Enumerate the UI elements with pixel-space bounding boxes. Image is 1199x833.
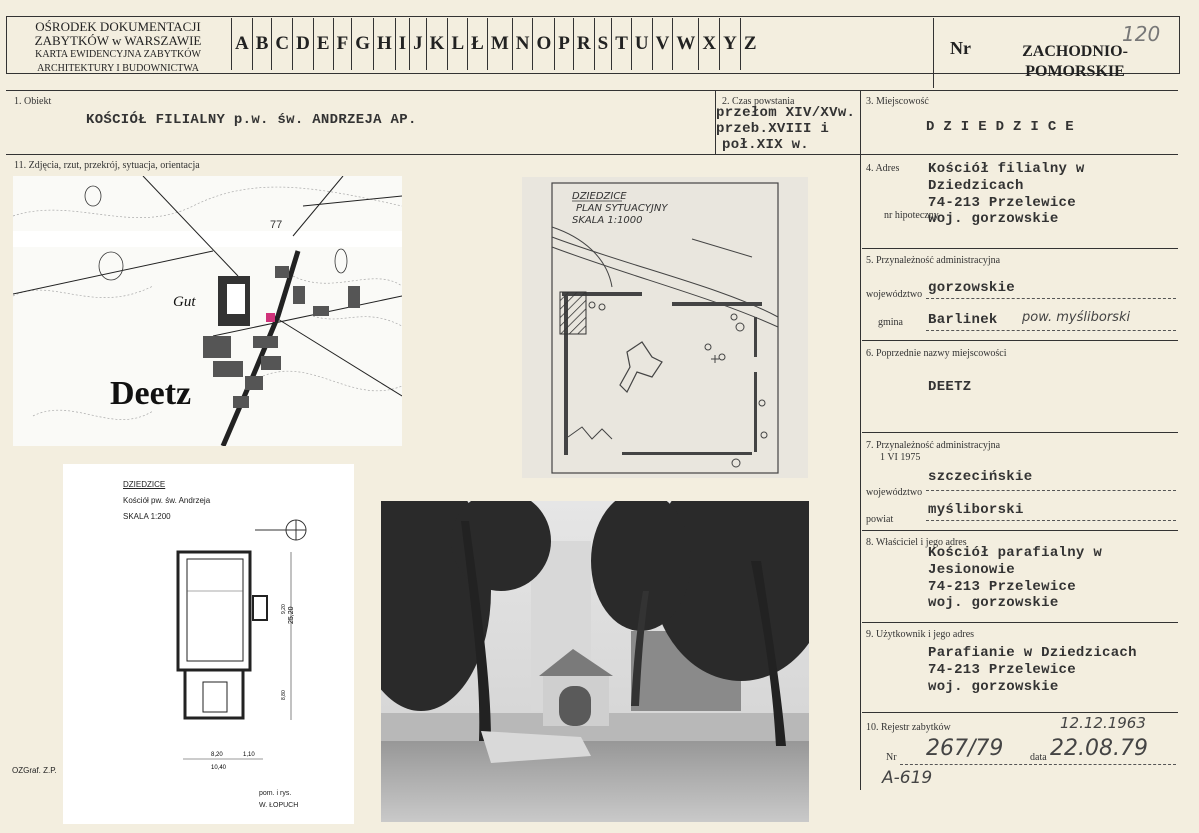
floor-plan-scale: SKALA 1:200: [123, 512, 171, 521]
org-line1: OŚRODEK DOKUMENTACJI: [35, 19, 201, 34]
line-6: [862, 432, 1178, 433]
adres-line1: Kościół filialny w: [928, 161, 1085, 177]
index-letter: T: [611, 18, 631, 70]
floor-plan-title: DZIEDZICE: [123, 480, 166, 489]
gmina-label: gmina: [878, 317, 903, 328]
wlasciciel-line4: woj. gorzowskie: [928, 595, 1059, 611]
site-plan-drawing: [522, 177, 808, 478]
index-letter: Y: [719, 18, 740, 70]
index-letter: F: [333, 18, 352, 70]
region-line2: POMORSKIE: [1025, 63, 1125, 80]
map-place-label: Deetz: [110, 375, 192, 412]
card-number: 120: [1122, 22, 1161, 46]
index-letter: K: [426, 18, 448, 70]
rejestr-dash: [900, 764, 1176, 765]
obiekt-value: KOŚCIÓŁ FILIALNY p.w. św. ANDRZEJA AP.: [86, 112, 417, 128]
rejestr-nr-label: Nr: [886, 752, 897, 763]
poprzednie-value: DEETZ: [928, 379, 972, 395]
woj-1975-value: szczecińskie: [928, 469, 1033, 485]
photo-drawing: [381, 501, 809, 822]
rejestr-data-label: data: [1030, 752, 1047, 763]
czas-line3: poł.XIX w.: [722, 137, 810, 153]
index-letter: O: [532, 18, 554, 70]
adres-line4: woj. gorzowskie: [928, 211, 1059, 227]
index-letter: U: [631, 18, 652, 70]
row1-divider-b: [860, 90, 861, 790]
dim-b: 1,10: [243, 752, 255, 758]
wlasciciel-label: 8. Właściciel i jego adres: [866, 537, 967, 548]
index-letter: W: [672, 18, 698, 70]
row1-bottom-line: [6, 154, 1178, 155]
church-photograph: [381, 501, 809, 822]
region-line1: ZACHODNIO-: [1022, 43, 1128, 60]
woj-1975-dash: [926, 490, 1176, 491]
gmina-hand-note: pow. myśliborski: [1022, 310, 1131, 325]
org-line3: KARTA EWIDENCYJNA ZABYTKÓW: [35, 49, 201, 60]
uzytkownik-line1: Parafianie w Dziedzicach: [928, 645, 1137, 661]
czas-line1: przełom XIV/XVw.: [716, 105, 856, 121]
index-letter: V: [652, 18, 673, 70]
adres-label: 4. Adres: [866, 163, 900, 174]
index-letter: S: [594, 18, 612, 70]
uzytkownik-label: 9. Użytkownik i jego adres: [866, 629, 975, 640]
dim-lower: 8,80: [281, 690, 287, 700]
index-letter: B: [252, 18, 272, 70]
zdjecia-label: 11. Zdjęcia, rzut, przekrój, sytuacja, orientacja: [14, 160, 200, 171]
powiat-label: powiat: [866, 514, 894, 525]
index-letter: N: [512, 18, 533, 70]
miejscowosc-label: 3. Miejscowość: [866, 96, 929, 107]
drawn-by: W. ŁOPUCH: [259, 802, 299, 809]
rejestr-data-value: 22.08.79: [1050, 736, 1148, 761]
line-5: [862, 340, 1178, 341]
index-letter: I: [395, 18, 409, 70]
index-letter: Z: [740, 18, 760, 70]
przynaleznosc-1975-date: 1 VI 1975: [880, 452, 921, 463]
index-letter: E: [313, 18, 333, 70]
map-gut-label: Gut: [173, 294, 196, 310]
dim-total: 25,20: [288, 606, 295, 624]
index-letter: J: [409, 18, 426, 70]
index-letter: D: [292, 18, 313, 70]
index-letter: L: [447, 18, 467, 70]
map-drawing: [13, 176, 402, 446]
miejscowosc-value: D Z I E D Z I C E: [926, 119, 1074, 135]
nr-label: Nr: [950, 38, 971, 58]
przynaleznosc-1975-label: 7. Przynależność administracyjna: [866, 440, 1001, 451]
line-7: [862, 530, 1178, 531]
dim-bottom: 10,40: [211, 765, 227, 771]
przynaleznosc-label: 5. Przynależność administracyjna: [866, 255, 1001, 266]
floor-plan-svg: [63, 464, 354, 824]
map-elevation: 77: [270, 219, 283, 231]
index-letter: Ł: [467, 18, 487, 70]
org-line2: ZABYTKÓW w WARSZAWIE: [34, 33, 202, 48]
rejestr-hand-code: A-619: [882, 768, 933, 788]
index-letter: C: [271, 18, 292, 70]
header-divider: [933, 18, 934, 88]
site-plan-subtitle: PLAN SYTUACYJNY: [576, 203, 668, 214]
rejestr-nr-value: 267/79: [926, 736, 1004, 761]
org-block: [8, 20, 228, 76]
uzytkownik-line2: 74-213 Przelewice: [928, 662, 1076, 678]
hipoteka-label: nr hipoteczny: [884, 210, 939, 221]
wlasciciel-line2: Jesionowie: [928, 562, 1016, 578]
floor-plan-drawing: [63, 464, 354, 824]
row1-top-line: [6, 90, 1178, 91]
dim-a: 8,20: [211, 752, 223, 758]
adres-line3: 74-213 Przelewice: [928, 195, 1076, 211]
gmina-value: Barlinek: [928, 312, 998, 328]
line-8: [862, 622, 1178, 623]
index-letter: H: [373, 18, 395, 70]
index-letter: M: [487, 18, 512, 70]
index-letter: G: [351, 18, 373, 70]
org-line4: ARCHITEKTURY I BUDOWNICTWA: [37, 63, 199, 74]
obiekt-label: 1. Obiekt: [14, 96, 52, 107]
gmina-dash: [926, 330, 1176, 331]
line-4: [862, 248, 1178, 249]
rejestr-label: 10. Rejestr zabytków: [866, 722, 951, 733]
czas-line2: przeb.XVIII i: [716, 121, 830, 137]
index-letter: P: [554, 18, 573, 70]
site-plan-scale: SKALA 1:1000: [572, 215, 643, 226]
woj-label: województwo: [866, 289, 923, 300]
region-name: [1010, 42, 1140, 82]
poprzednie-label: 6. Poprzednie nazwy miejscowości: [866, 348, 1007, 359]
dim-upper: 9,20: [281, 604, 287, 614]
index-letter: R: [573, 18, 594, 70]
czas-label: 2. Czas powstania: [722, 96, 795, 107]
woj-value: gorzowskie: [928, 280, 1016, 296]
index-letter: A: [231, 18, 252, 70]
site-plan-sketch: [522, 177, 808, 478]
drawn-by-label: pom. i rys.: [259, 790, 292, 797]
topographic-map: [13, 176, 402, 446]
floor-plan-subtitle: Kościół pw. św. Andrzeja: [123, 496, 211, 505]
line-9: [862, 712, 1178, 713]
woj-1975-label: województwo: [866, 487, 923, 498]
powiat-value: myśliborski: [928, 502, 1024, 518]
wlasciciel-line3: 74-213 Przelewice: [928, 579, 1076, 595]
powiat-dash: [926, 520, 1176, 521]
wlasciciel-line1: Kościół parafialny w: [928, 545, 1103, 561]
woj-dash: [926, 298, 1176, 299]
site-plan-title: DZIEDZICE: [572, 191, 627, 202]
adres-line2: Dziedzicach: [928, 178, 1024, 194]
rejestr-hand-date: 12.12.1963: [1060, 714, 1146, 732]
uzytkownik-line3: woj. gorzowskie: [928, 679, 1059, 695]
index-letter: X: [698, 18, 719, 70]
alphabet-index: [231, 18, 760, 70]
ozgraf-label: OZGraf. Z.P.: [12, 766, 57, 775]
